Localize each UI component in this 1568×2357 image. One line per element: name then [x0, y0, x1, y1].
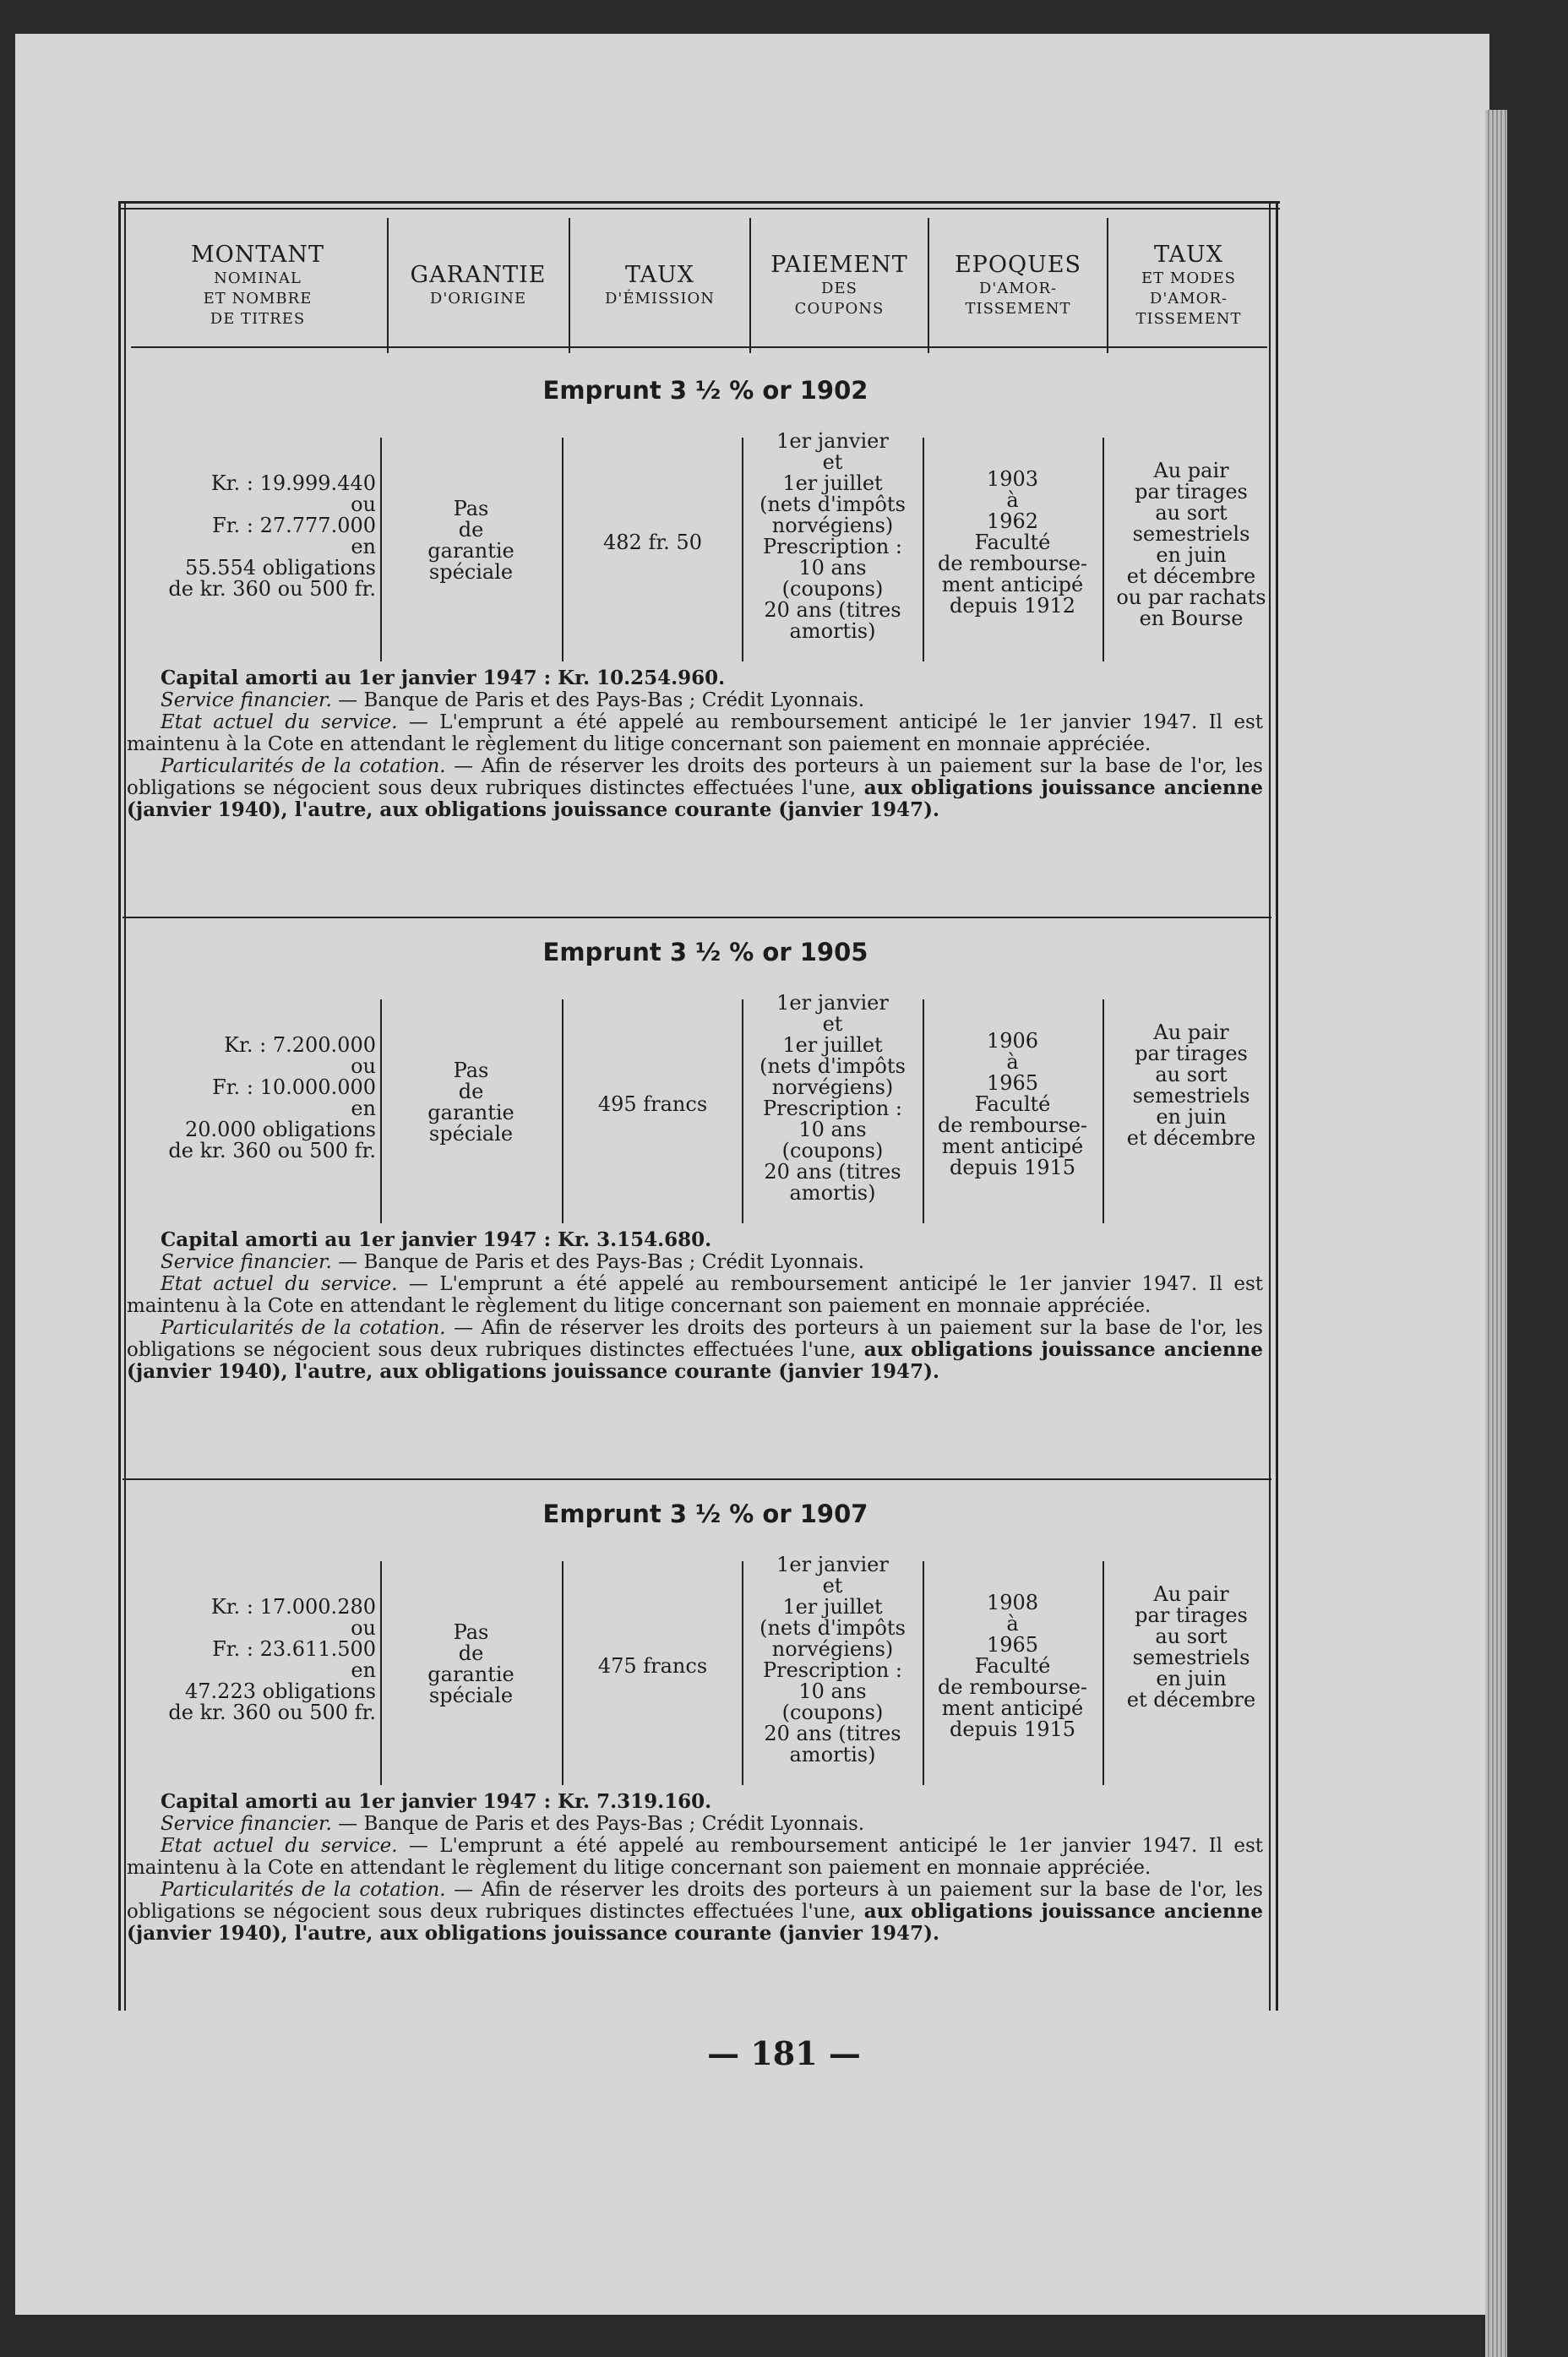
epoques-cell-line: ment anticipé — [941, 573, 1084, 596]
montant-cell-line: ou — [351, 1054, 376, 1078]
paiement-cell-line: (coupons) — [781, 577, 884, 601]
montant-cell-line: en — [351, 1658, 376, 1682]
etat-label: Etat actuel du service. — [161, 711, 398, 733]
header-epoques-sub: TISSEMENT — [965, 300, 1071, 318]
epoques-cell-line: 1906 — [986, 1029, 1039, 1053]
etat-text: — L'emprunt a été appelé au remboursement anticipé le 1er janvier 1947. Il est maintenu à la Cote en attendant le règlement du litige concernant son paiement en monnaie appréciée. — [127, 1273, 1263, 1317]
montant-cell-line: Kr. : 7.200.000 — [224, 1033, 376, 1057]
header-taux-emission — [571, 218, 749, 353]
epoques-cell — [926, 1031, 1099, 1178]
column-divider — [562, 999, 564, 1223]
epoques-cell-line: Faculté — [974, 1092, 1051, 1116]
paiement-cell-line: norvégiens) — [771, 514, 894, 537]
montant-cell-line: 20.000 obligations — [185, 1118, 376, 1141]
montant-cell — [127, 1035, 376, 1162]
garantie-cell — [384, 498, 558, 583]
header-modes-sub: TISSEMENT — [1135, 310, 1242, 328]
frame-top-rule-2 — [118, 208, 1280, 210]
modes-cell-line: et décembre — [1126, 1688, 1256, 1712]
modes-cell-line: par tirages — [1135, 1603, 1248, 1627]
modes-cell-line: Au pair — [1153, 1021, 1229, 1044]
particularites-label: Particularités de la cotation. — [161, 755, 446, 777]
modes-cell-line: Au pair — [1153, 1582, 1229, 1606]
garantie-cell-line: spéciale — [428, 1122, 514, 1146]
garantie-cell-line: garantie — [427, 539, 514, 563]
garantie-cell-line: de — [458, 1080, 484, 1103]
column-divider — [1102, 1561, 1104, 1785]
service-financier — [127, 1251, 1263, 1273]
loan-notes — [127, 667, 1263, 821]
page-number: — 181 — — [707, 2034, 861, 2072]
capital-amorti: Capital amorti au 1er janvier 1947 : Kr. 10.254.960. — [161, 667, 726, 689]
header-paiement — [752, 218, 927, 353]
etat-actuel — [127, 711, 1263, 755]
service-financier — [127, 689, 1263, 711]
epoques-cell-line: ment anticipé — [941, 1135, 1084, 1158]
montant-cell-line: en — [351, 1097, 376, 1120]
epoques-cell-line: 1965 — [986, 1071, 1039, 1095]
modes-cell — [1107, 1584, 1276, 1711]
epoques-cell-line: Faculté — [974, 531, 1051, 554]
paiement-cell-line: (nets d'impôts — [760, 1054, 906, 1078]
garantie-cell-line: garantie — [427, 1101, 514, 1124]
particularites — [127, 1317, 1263, 1383]
frame-left-rule-2 — [124, 203, 126, 2011]
particularites-text: — Afin de réserver les droits des porteurs à un paiement sur la base de l'or, les obligations se négocient sous deux rubriques distinctes effectuées l'une, — [127, 1317, 1263, 1361]
garantie-cell-line: de — [458, 518, 484, 542]
particularites-text: — Afin de réserver les droits des porteurs à un paiement sur la base de l'or, les obligations se négocient sous deux rubriques distinctes effectuées l'une, — [127, 1879, 1263, 1923]
header-epoques — [930, 218, 1106, 353]
column-divider — [380, 438, 382, 661]
paiement-cell-line: (nets d'impôts — [760, 493, 906, 516]
header-garantie-sub: D'ORIGINE — [429, 290, 527, 308]
header-garantie-title: GARANTIE — [410, 262, 547, 288]
paiement-cell-line: (nets d'impôts — [760, 1616, 906, 1640]
header-taux-sub: D'ÉMISSION — [604, 290, 716, 308]
header-paiement-title: PAIEMENT — [770, 252, 908, 278]
modes-cell-line: semestriels — [1132, 522, 1250, 546]
epoques-cell-line: 1903 — [986, 467, 1039, 491]
garantie-cell-line: Pas — [453, 1620, 489, 1644]
header-paiement-sub: COUPONS — [794, 300, 885, 318]
modes-cell-line: au sort — [1155, 501, 1228, 525]
epoques-cell-line: de rembourse- — [938, 1675, 1087, 1699]
paiement-cell-line: 10 ans — [798, 1679, 867, 1703]
epoques-cell — [926, 469, 1099, 617]
paiement-cell-line: 20 ans (titres — [764, 1722, 901, 1745]
header-divider — [749, 218, 751, 353]
header-montant — [131, 218, 384, 353]
paiement-cell-line: Prescription : — [762, 1097, 903, 1120]
epoques-cell-line: 1962 — [986, 509, 1039, 533]
particularites — [127, 1879, 1263, 1945]
loan-notes — [127, 1229, 1263, 1383]
garantie-cell-line: Pas — [453, 1059, 489, 1082]
paiement-cell-line: norvégiens) — [771, 1637, 894, 1661]
column-divider — [742, 438, 743, 661]
epoques-cell-line: 1908 — [986, 1591, 1039, 1614]
epoques-cell — [926, 1592, 1099, 1740]
paiement-cell-line: Prescription : — [762, 535, 903, 558]
header-garantie — [389, 218, 567, 353]
etat-text: — L'emprunt a été appelé au remboursement anticipé le 1er janvier 1947. Il est maintenu à la Cote en attendant le règlement du litige concernant son paiement en monnaie appréciée. — [127, 711, 1263, 755]
header-divider — [928, 218, 929, 353]
loan-notes — [127, 1791, 1263, 1945]
capital-amorti: Capital amorti au 1er janvier 1947 : Kr. 7.319.160. — [161, 1790, 712, 1813]
service-text: — Banque de Paris et des Pays-Bas ; Crédit Lyonnais. — [331, 1813, 865, 1835]
modes-cell — [1107, 460, 1276, 629]
garantie-cell-line: spéciale — [428, 1684, 514, 1707]
paiement-cell — [746, 431, 919, 642]
capital-amorti: Capital amorti au 1er janvier 1947 : Kr. 3.154.680. — [161, 1228, 712, 1251]
etat-label: Etat actuel du service. — [161, 1273, 398, 1295]
particularites-text: — Afin de réserver les droits des porteurs à un paiement sur la base de l'or, les obligations se négocient sous deux rubriques distinctes effectuées l'une, — [127, 755, 1263, 799]
header-epoques-title: EPOQUES — [954, 252, 1082, 278]
paiement-cell-line: 1er janvier — [776, 1553, 889, 1576]
paiement-cell-line: (coupons) — [781, 1139, 884, 1162]
header-divider — [387, 218, 389, 353]
modes-cell-line: en juin — [1156, 1105, 1227, 1129]
modes-cell-line: ou par rachats — [1116, 585, 1266, 609]
garantie-cell-line: de — [458, 1641, 484, 1665]
service-label: Service financier. — [161, 1251, 332, 1273]
header-modes-sub: ET MODES — [1141, 269, 1236, 287]
paiement-cell — [746, 1554, 919, 1766]
montant-cell-line: de kr. 360 ou 500 fr. — [168, 577, 376, 601]
garantie-cell — [384, 1060, 558, 1145]
epoques-cell-line: à — [1006, 488, 1019, 512]
service-label: Service financier. — [161, 1813, 332, 1835]
paiement-cell-line: (coupons) — [781, 1701, 884, 1724]
epoques-cell-line: à — [1006, 1612, 1019, 1636]
montant-cell-line: 47.223 obligations — [185, 1679, 376, 1703]
paiement-cell — [746, 993, 919, 1204]
epoques-cell-line: à — [1006, 1050, 1019, 1074]
paiement-cell-line: norvégiens) — [771, 1075, 894, 1099]
paiement-cell-line: 10 ans — [798, 1118, 867, 1141]
header-divider — [569, 218, 570, 353]
column-divider — [742, 999, 743, 1223]
column-divider — [380, 999, 382, 1223]
montant-cell-line: 55.554 obligations — [185, 556, 376, 580]
epoques-cell-line: depuis 1915 — [949, 1717, 1076, 1741]
epoques-cell-line: Faculté — [974, 1654, 1051, 1678]
frame-left-rule — [118, 203, 121, 2011]
particularites-bold: aux obligations jouissance ancienne (janvier 1940), l'autre, aux obligations jouissance courante (janvier 1947). — [127, 776, 1263, 821]
header-montant-sub: NOMINAL — [214, 269, 302, 287]
header-modes-sub: D'AMOR- — [1149, 290, 1228, 308]
montant-cell — [127, 473, 376, 600]
paiement-cell-line: 20 ans (titres — [764, 598, 901, 622]
paiement-cell-line: amortis) — [789, 1181, 876, 1205]
modes-cell-line: semestriels — [1132, 1646, 1250, 1669]
page-edge-right — [1485, 110, 1507, 2357]
paiement-cell-line: 1er janvier — [776, 429, 889, 453]
header-modes — [1109, 218, 1268, 353]
garantie-cell — [384, 1622, 558, 1707]
modes-cell-line: au sort — [1155, 1625, 1228, 1648]
header-taux-title: TAUX — [624, 262, 694, 288]
modes-cell-line: par tirages — [1135, 480, 1248, 504]
taux-cell: 482 fr. 50 — [603, 531, 702, 554]
paiement-cell-line: et — [822, 450, 843, 474]
service-text: — Banque de Paris et des Pays-Bas ; Crédit Lyonnais. — [331, 689, 865, 711]
etat-label: Etat actuel du service. — [161, 1835, 398, 1857]
service-financier — [127, 1813, 1263, 1835]
header-montant-sub: ET NOMBRE — [203, 290, 313, 308]
particularites-bold: aux obligations jouissance ancienne (janvier 1940), l'autre, aux obligations jouissance courante (janvier 1947). — [127, 1338, 1263, 1383]
modes-cell-line: et décembre — [1126, 1126, 1256, 1150]
modes-cell-line: semestriels — [1132, 1084, 1250, 1108]
particularites — [127, 755, 1263, 821]
column-divider — [923, 438, 924, 661]
loan-section — [127, 376, 1284, 900]
header-montant-title: MONTANT — [190, 242, 325, 268]
montant-cell-line: Fr. : 23.611.500 — [212, 1637, 376, 1661]
taux-cell: 475 francs — [597, 1654, 708, 1678]
column-divider — [742, 1561, 743, 1785]
section-separator — [122, 917, 1271, 918]
column-divider — [380, 1561, 382, 1785]
montant-cell-line: Kr. : 17.000.280 — [210, 1595, 376, 1619]
loan-title: Emprunt 3 ½ % or 1905 — [542, 938, 868, 966]
modes-cell-line: au sort — [1155, 1063, 1228, 1086]
etat-text: — L'emprunt a été appelé au remboursement anticipé le 1er janvier 1947. Il est maintenu à la Cote en attendant le règlement du litige concernant son paiement en monnaie appréciée. — [127, 1835, 1263, 1879]
column-divider — [562, 1561, 564, 1785]
section-separator — [122, 1478, 1271, 1480]
column-divider — [1102, 999, 1104, 1223]
modes-cell-line: Au pair — [1153, 459, 1229, 482]
etat-actuel — [127, 1835, 1263, 1879]
montant-cell-line: Kr. : 19.999.440 — [210, 471, 376, 495]
epoques-cell-line: de rembourse- — [938, 552, 1087, 575]
taux-cell: 495 francs — [597, 1092, 708, 1116]
paiement-cell-line: amortis) — [789, 619, 876, 643]
loan-title: Emprunt 3 ½ % or 1902 — [542, 376, 868, 405]
paiement-cell-line: 20 ans (titres — [764, 1160, 901, 1184]
modes-cell-line: et décembre — [1126, 564, 1256, 588]
montant-cell-line: Fr. : 27.777.000 — [212, 514, 376, 537]
garantie-cell-line: garantie — [427, 1663, 514, 1686]
montant-cell-line: en — [351, 535, 376, 558]
paiement-cell-line: 1er juillet — [782, 1033, 883, 1057]
paiement-cell-line: 1er juillet — [782, 1595, 883, 1619]
montant-cell-line: de kr. 360 ou 500 fr. — [168, 1139, 376, 1162]
frame-top-rule — [118, 201, 1280, 204]
particularites-bold: aux obligations jouissance ancienne (janvier 1940), l'autre, aux obligations jouissance courante (janvier 1947). — [127, 1900, 1263, 1945]
epoques-cell-line: 1965 — [986, 1633, 1039, 1657]
montant-cell-line: ou — [351, 1616, 376, 1640]
header-montant-sub: DE TITRES — [210, 310, 306, 328]
epoques-cell-line: ment anticipé — [941, 1696, 1084, 1720]
montant-cell — [127, 1597, 376, 1723]
garantie-cell-line: spéciale — [428, 560, 514, 584]
loan-section — [127, 1500, 1284, 2023]
paiement-cell-line: 1er janvier — [776, 991, 889, 1015]
montant-cell-line: Fr. : 10.000.000 — [212, 1075, 376, 1099]
modes-cell-line: en juin — [1156, 1667, 1227, 1690]
epoques-cell-line: depuis 1912 — [949, 594, 1076, 618]
montant-cell-line: de kr. 360 ou 500 fr. — [168, 1701, 376, 1724]
modes-cell — [1107, 1022, 1276, 1149]
paiement-cell-line: Prescription : — [762, 1658, 903, 1682]
paiement-cell-line: et — [822, 1012, 843, 1036]
modes-cell-line: en juin — [1156, 543, 1227, 567]
paiement-cell-line: 10 ans — [798, 556, 867, 580]
service-label: Service financier. — [161, 689, 332, 711]
garantie-cell-line: Pas — [453, 497, 489, 520]
particularites-label: Particularités de la cotation. — [161, 1317, 446, 1339]
loan-section — [127, 938, 1284, 1462]
header-paiement-sub: DES — [821, 280, 858, 297]
paiement-cell-line: 1er juillet — [782, 471, 883, 495]
header-modes-title: TAUX — [1153, 242, 1223, 268]
column-divider — [562, 438, 564, 661]
service-text: — Banque de Paris et des Pays-Bas ; Crédit Lyonnais. — [331, 1251, 865, 1273]
epoques-cell-line: depuis 1915 — [949, 1156, 1076, 1179]
header-divider — [1107, 218, 1108, 353]
modes-cell-line: par tirages — [1135, 1042, 1248, 1065]
header-epoques-sub: D'AMOR- — [978, 280, 1058, 297]
etat-actuel — [127, 1273, 1263, 1317]
paiement-cell-line: et — [822, 1574, 843, 1598]
epoques-cell-line: de rembourse- — [938, 1113, 1087, 1137]
loan-title: Emprunt 3 ½ % or 1907 — [542, 1500, 868, 1528]
modes-cell-line: en Bourse — [1139, 607, 1244, 630]
particularites-label: Particularités de la cotation. — [161, 1879, 446, 1901]
column-divider — [923, 1561, 924, 1785]
paiement-cell-line: amortis) — [789, 1743, 876, 1766]
column-divider — [1102, 438, 1104, 661]
montant-cell-line: ou — [351, 493, 376, 516]
column-divider — [923, 999, 924, 1223]
